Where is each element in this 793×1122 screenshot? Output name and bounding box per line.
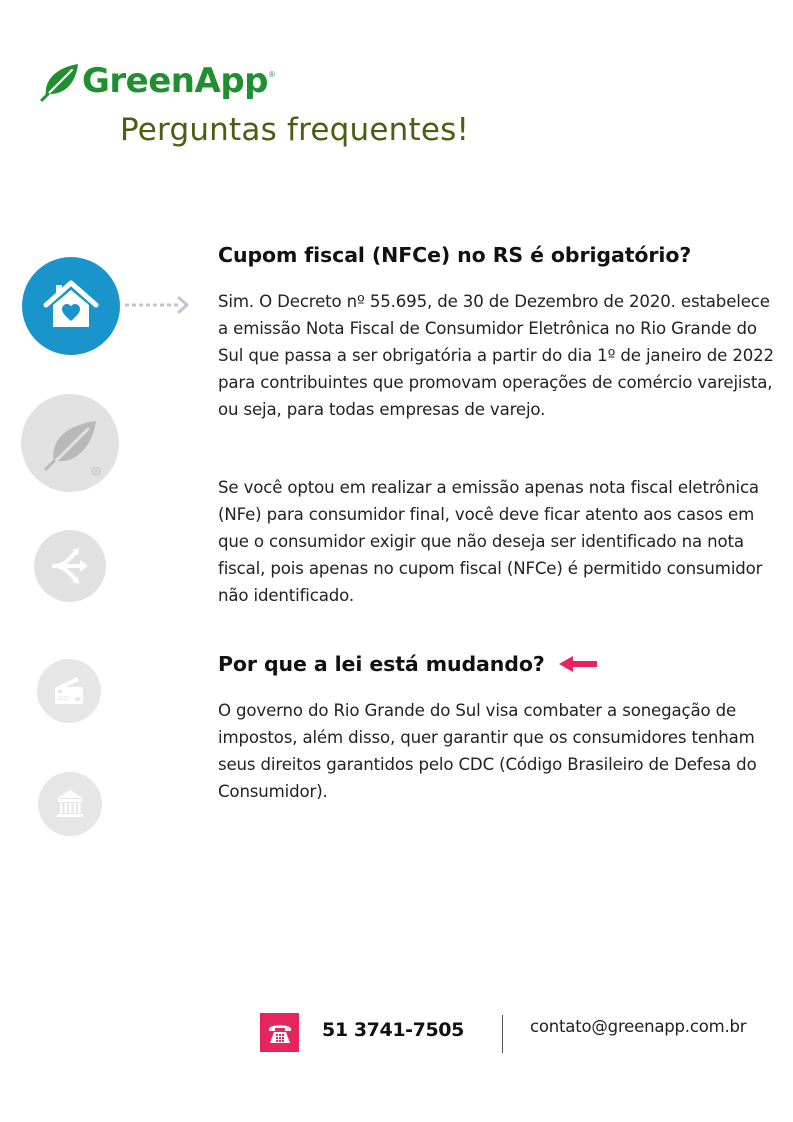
home-heart-circle[interactable]	[22, 257, 120, 355]
leaf-registered-icon	[30, 403, 110, 483]
faq-question-2-row	[218, 652, 597, 676]
faq-question-1: Cupom fiscal (NFCe) no RS é obrigatório?	[218, 243, 692, 267]
leaf-circle[interactable]	[21, 394, 119, 492]
phone-icon-box	[260, 1013, 299, 1052]
faq-answer-1-paragraph-1: Sim. O Decreto nº 55.695, de 30 de Dezembro de 2020. estabelece a emissão Nota Fiscal de Consumidor Eletrônica no Rio Grande do Sul que passa a ser obrigatória a partir do dia 1º de janeiro de 2022 para contribuintes que promovam operações de comércio varejista, ou seja, para todas empresas de varejo.	[218, 292, 774, 419]
split-arrows-circle[interactable]	[34, 530, 106, 602]
split-arrows-icon	[46, 542, 94, 590]
phone-number[interactable]: 51 3741-7505	[322, 1019, 464, 1041]
faq-answer-2-paragraph-1: O governo do Rio Grande do Sul visa combater a sonegação de impostos, além disso, quer garantir que os consumidores tenham seus direitos garantidos pelo CDC (Código Brasileiro de Defesa do Consumidor).	[218, 701, 757, 801]
credit-cards-circle[interactable]	[37, 659, 101, 723]
faq-question-2: Por que a lei está mudando?	[218, 652, 545, 676]
brand-logo	[40, 60, 275, 102]
left-arrow-icon	[559, 655, 597, 673]
svg-text:R: R	[94, 469, 98, 475]
footer-divider	[502, 1015, 503, 1053]
bank-building-circle[interactable]	[38, 772, 102, 836]
faq-answer-1-paragraph-2: Se você optou em realizar a emissão apenas nota fiscal eletrônica (NFe) para consumidor final, você deve ficar atento aos casos em que o consumidor exigir que não deseja ser identificado na nota fiscal, pois apenas no cupom fiscal (NFCe) é permitido consumidor não identificado.	[218, 478, 763, 605]
leaf-logo-icon	[40, 60, 80, 102]
contact-footer	[260, 1013, 760, 1053]
home-heart-icon	[40, 275, 102, 337]
bank-building-icon	[52, 786, 88, 822]
page-title: Perguntas frequentes!	[120, 112, 470, 148]
brand-name: GreenApp	[82, 61, 268, 101]
registered-mark: ®	[269, 70, 275, 79]
dotted-arrow-icon	[123, 295, 193, 315]
contact-email[interactable]: contato@greenapp.com.br	[530, 1017, 747, 1036]
telephone-icon	[266, 1019, 294, 1047]
credit-cards-icon	[49, 671, 89, 711]
